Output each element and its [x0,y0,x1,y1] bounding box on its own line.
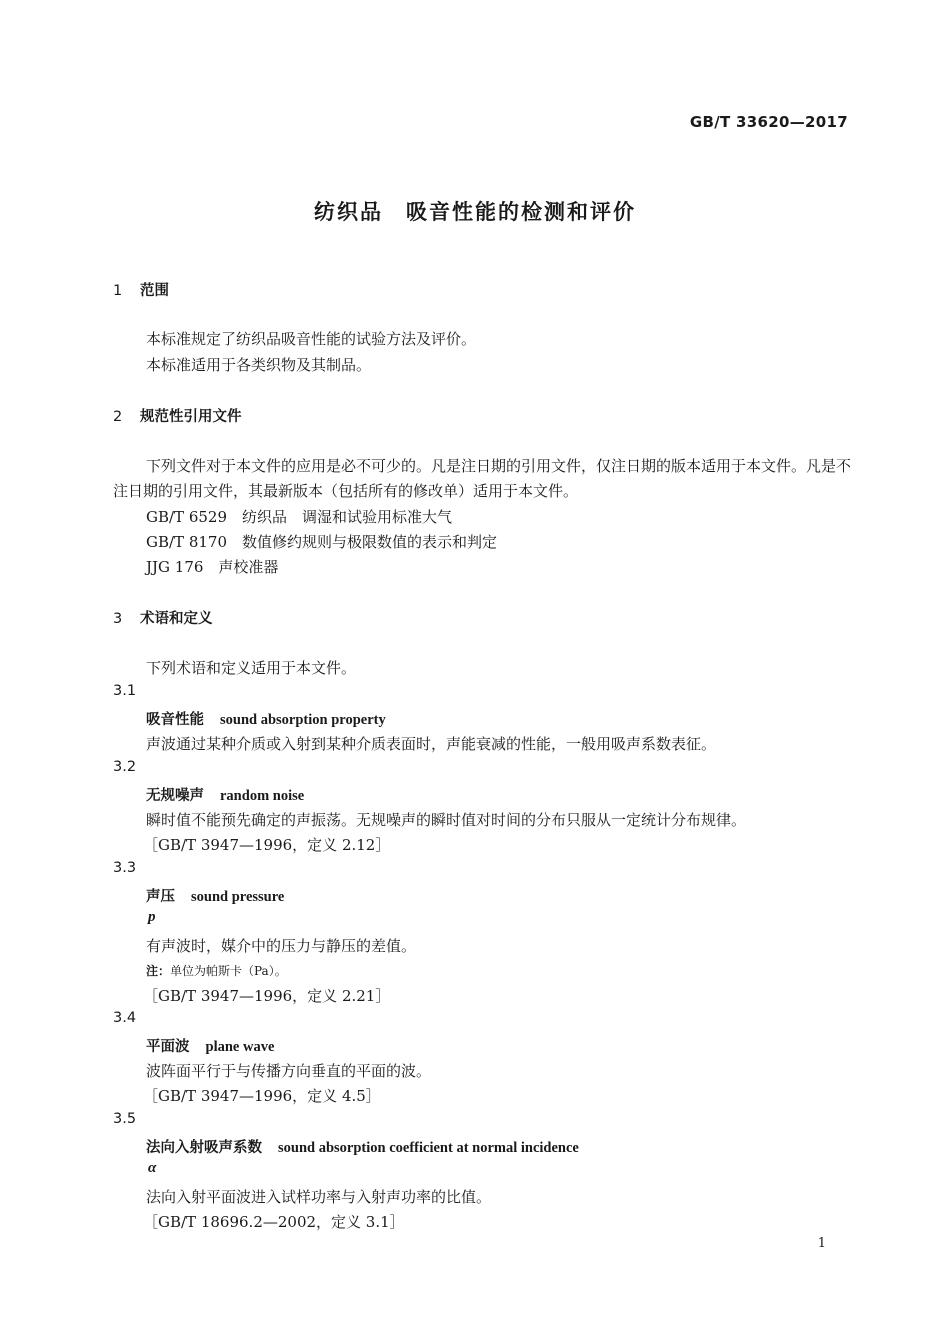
term-name [146,708,386,729]
term-name-zh: 声压 [146,889,175,905]
term-symbol: α [148,1160,157,1176]
term-name-en: sound absorption property [220,712,386,728]
section-2-heading [113,405,242,426]
term-number: 3.5 [113,1111,137,1127]
standard-code: GB/T 33620—2017 [689,113,848,131]
term-definition: 波阵面平行于与传播方向垂直的平面的波。 [146,1062,432,1080]
paragraph: 下列术语和定义适用于本文件。 [146,659,357,677]
term-name [146,1136,579,1157]
reference-item: GB/T 6529 纺织品 调湿和试验用标准大气 [146,508,453,526]
term-name [146,784,304,805]
paragraph: 下列文件对于本文件的应用是必不可少的。凡是注日期的引用文件，仅注日期的版本适用于本文件。凡是不注日期的引用文件，其最新版本（包括所有的修改单）适用于本文件。 [113,457,852,500]
term-name-zh: 无规噪声 [146,788,204,804]
term-source: ［GB/T 3947—1996，定义 2.12］ [143,836,391,854]
term-name-en: plane wave [205,1039,275,1055]
term-definition: 法向入射平面波进入试样功率与入射声功率的比值。 [146,1188,492,1206]
term-number: 3.4 [113,1010,137,1026]
section-number: 3 [113,611,123,627]
term-number: 3.2 [113,759,137,775]
term-name-en: random noise [220,788,305,804]
term-name-en: sound absorption coefficient at normal incidence [278,1140,579,1156]
term-name [146,885,284,906]
page-title: 纺织品 吸音性能的检测和评价 [314,200,636,224]
paragraph: 本标准规定了纺织品吸音性能的试验方法及评价。 [146,330,477,348]
term-definition: 声波通过某种介质或入射到某种介质表面时，声能衰减的性能，一般用吸声系数表征。 [146,735,717,753]
term-source: ［GB/T 3947—1996，定义 2.21］ [143,987,391,1005]
term-number: 3.1 [113,683,137,699]
term-source: ［GB/T 3947—1996，定义 4.5］ [143,1087,381,1105]
reference-item: GB/T 8170 数值修约规则与极限数值的表示和判定 [146,533,498,551]
term-note [146,962,287,979]
section-3-heading [113,607,213,628]
paragraph: 本标准适用于各类织物及其制品。 [146,356,372,374]
term-source: ［GB/T 18696.2—2002，定义 3.1］ [143,1213,405,1231]
term-definition: 有声波时，媒介中的压力与静压的差值。 [146,937,417,955]
term-name-zh: 平面波 [146,1039,190,1055]
section-title: 术语和定义 [140,611,213,627]
term-symbol: p [148,909,156,925]
section-1-heading [113,279,169,300]
section-title: 范围 [140,283,169,299]
term-definition: 瞬时值不能预先确定的声振荡。无规噪声的瞬时值对时间的分布只服从一定统计分布规律。 [146,811,747,829]
section-number: 2 [113,409,123,425]
term-name-zh: 法向入射吸声系数 [146,1140,262,1156]
section-title: 规范性引用文件 [140,409,242,425]
note-text: 单位为帕斯卡（Pa）。 [170,964,287,978]
term-name [146,1035,274,1056]
section-number: 1 [113,283,123,299]
page-number: 1 [817,1236,826,1251]
term-number: 3.3 [113,860,137,876]
reference-item: JJG 176 声校准器 [146,558,279,576]
term-name-zh: 吸音性能 [146,712,204,728]
note-label: 注： [146,964,171,978]
term-name-en: sound pressure [191,889,285,905]
